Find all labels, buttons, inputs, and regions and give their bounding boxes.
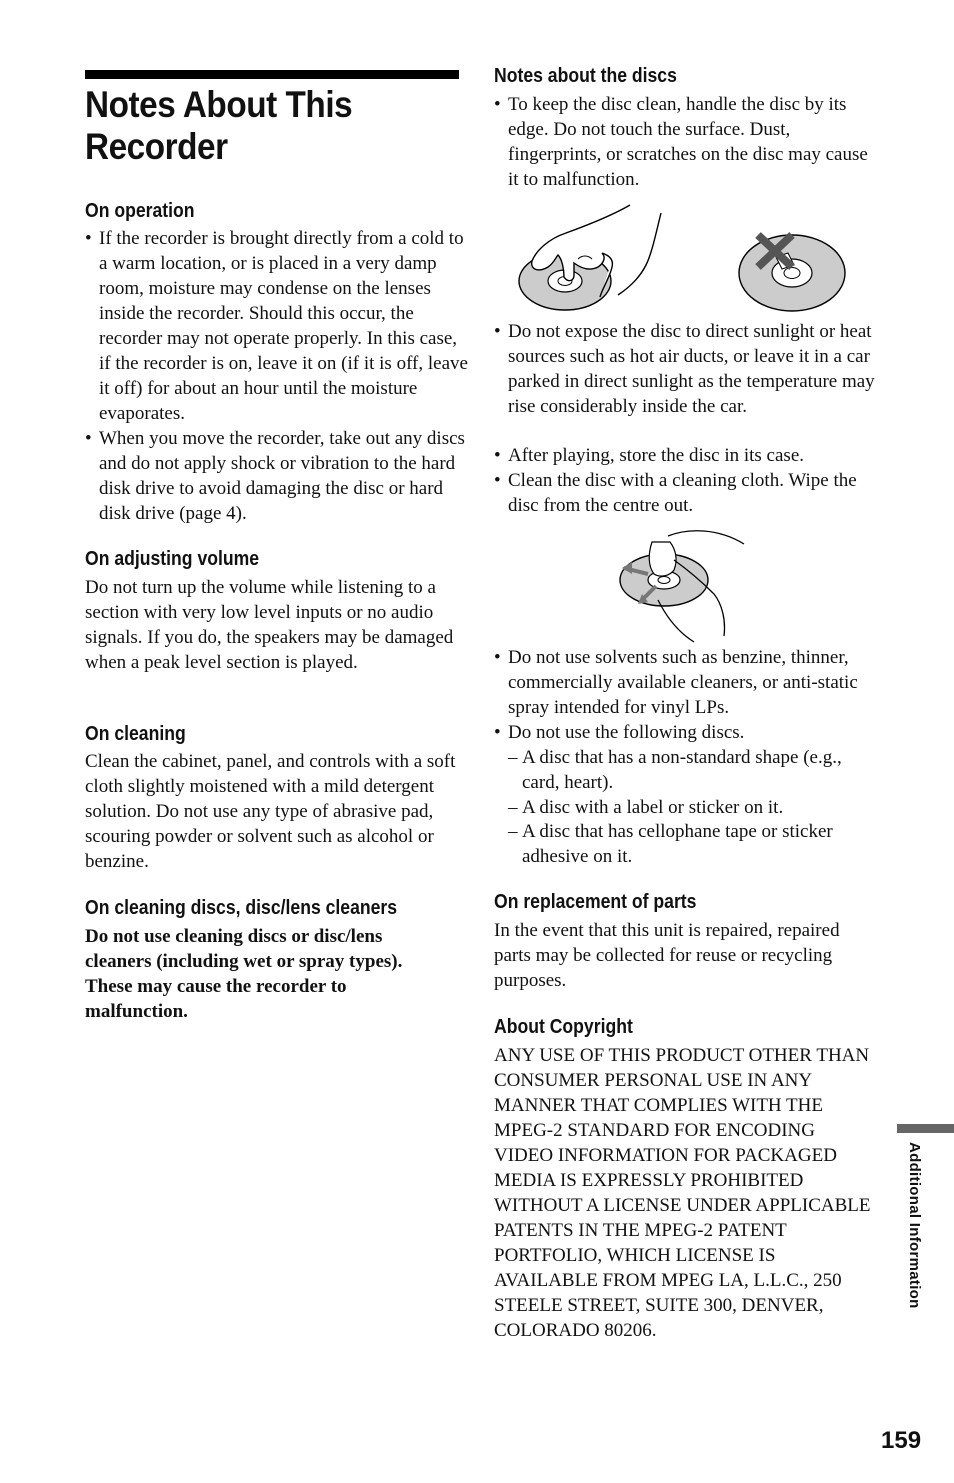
heading-on-cleaning: On cleaning — [85, 723, 186, 745]
disc-bullet-sunlight: • Do not expose the disc to direct sunlight or heat sources such as hot air ducts, or leave it in a car parked in direct sunlight as the temperature may rise considerably inside the car. — [494, 319, 880, 419]
cleaners-warning-text: Do not use cleaning discs or disc/lens cleaners (including wet or spray types). These may cause the recorder to malfunction. — [85, 926, 403, 1022]
disc-handling-correct-illustration — [518, 203, 678, 313]
title-rule — [85, 70, 459, 79]
disc-cleaning-illustration — [618, 520, 750, 646]
disc-dash-nonstandard-shape: – A disc that has a non-standard shape (e.g., card, heart). — [508, 747, 842, 793]
disc-bullet-do-not-use: • Do not use the following discs. — [494, 720, 880, 745]
parts-text: In the event that this unit is repaired, repaired parts may be collected for reuse or recycling purposes. — [494, 920, 840, 991]
heading-notes-about-discs: Notes about the discs — [494, 65, 677, 87]
page-title: Notes About This Recorder — [85, 84, 353, 167]
disc-dash-label-sticker: – A disc with a label or sticker on it. — [508, 797, 784, 818]
disc-dash-text: A disc that has cellophane tape or sticker adhesive on it. — [522, 821, 833, 867]
heading-on-replacement-of-parts: On replacement of parts — [494, 891, 697, 913]
operation-bullet-1: • If the recorder is brought directly from a cold to a warm location, or is placed in a very damp room, moisture may condense on the lenses inside the recorder. Should this occur, the recorder may not operate properly. In this case, if the recorder is on, leave it on (if it is off, leave it off) for about an hour until the moisture evaporates. — [85, 226, 471, 426]
section-tab-marker — [897, 1124, 954, 1133]
disc-dash-cellophane: – A disc that has cellophane tape or sticker adhesive on it. — [508, 821, 833, 867]
page-number: 159 — [881, 1427, 922, 1454]
section-side-label — [905, 1142, 925, 1332]
heading-on-operation: On operation — [85, 200, 195, 222]
copyright-text: ANY USE OF THIS PRODUCT OTHER THAN CONSUMER PERSONAL USE IN ANY MANNER THAT COMPLIES WITH THE MPEG-2 STANDARD FOR ENCODING VIDEO INFORMATION FOR PACKAGED MEDIA IS EXPRESSLY PROHIBITED WITHOUT A LICENSE UNDER APPLICABLE PATENTS IN THE MPEG-2 PATENT PORTFOLIO, WHICH LICENSE IS AVAILABLE FROM MPEG LA, L.L.C., 250 STEELE STREET, SUITE 300, DENVER, COLORADO 80206. — [494, 1045, 871, 1341]
section-side-label-text: Additional Information — [906, 1142, 923, 1309]
cleaning-text: Clean the cabinet, panel, and controls with a soft cloth slightly moistened with a mild detergent solution. Do not use any type of abrasive pad, scouring powder or solvent such as alcohol or benzine. — [85, 751, 456, 872]
disc-handling-incorrect-illustration — [736, 225, 848, 315]
disc-bullet-solvents: • Do not use solvents such as benzine, thinner, commercially available cleaners, or anti-static spray intended for vinyl LPs. — [494, 645, 884, 720]
heading-on-cleaning-discs: On cleaning discs, disc/lens cleaners — [85, 897, 398, 919]
heading-about-copyright: About Copyright — [494, 1016, 633, 1038]
operation-bullet-2: • When you move the recorder, take out any discs and do not apply shock or vibration to the hard disk drive to avoid damaging the disc or hard disk drive (page 4). — [85, 426, 471, 526]
volume-text: Do not turn up the volume while listening to a section with very low level inputs or no audio signals. If you do, the speakers may be damaged when a peak level section is played. — [85, 577, 454, 673]
disc-dash-text: A disc that has a non-standard shape (e.g., card, heart). — [522, 747, 842, 793]
disc-dash-text: A disc with a label or sticker on it. — [522, 797, 784, 818]
disc-bullet-handle-edge: • To keep the disc clean, handle the disc by its edge. Do not touch the surface. Dust, fingerprints, or scratches on the disc may cause it to malfunction. — [494, 92, 880, 192]
heading-on-adjusting-volume: On adjusting volume — [85, 548, 260, 570]
disc-bullet-cleaning-cloth: • Clean the disc with a cleaning cloth. Wipe the disc from the centre out. — [494, 468, 880, 518]
disc-bullet-store-case: • After playing, store the disc in its case. — [494, 443, 880, 468]
